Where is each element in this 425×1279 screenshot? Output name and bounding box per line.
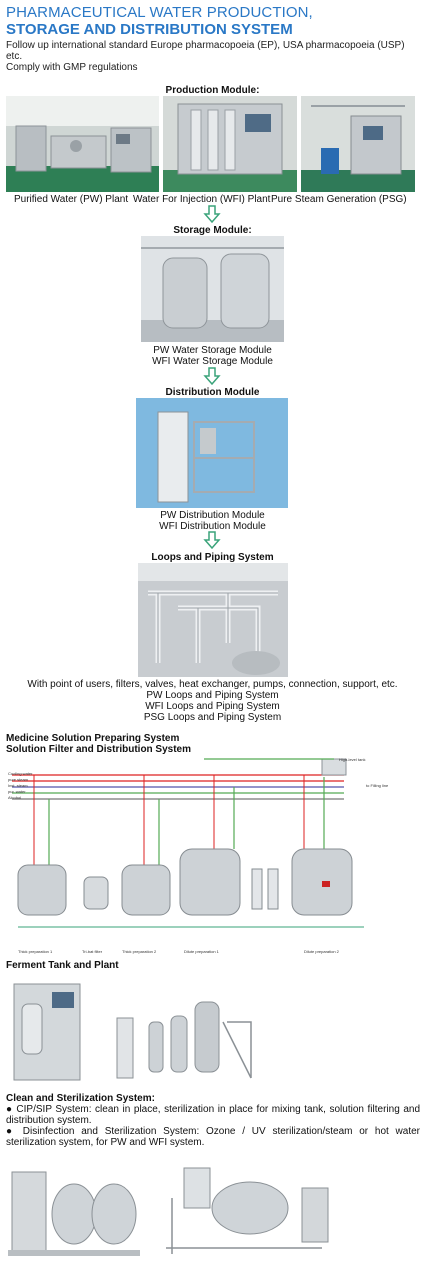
solution-filter-title: Solution Filter and Distribution System — [6, 744, 192, 755]
intro-text — [6, 40, 421, 73]
tank-label: Dilute preparation 1 — [184, 949, 219, 954]
tank-label: Tri-bat filter — [82, 949, 103, 954]
pipe-label: pur. water — [8, 789, 26, 794]
tank-label: Thick preparation 2 — [122, 949, 157, 954]
tank-label: Dilute preparation 2 — [304, 949, 339, 954]
storage-captions — [0, 345, 425, 367]
production-module-title: Production Module: — [165, 85, 260, 96]
wfi-plant-photo — [163, 96, 297, 192]
loops-photo — [138, 563, 288, 677]
loops-caption-4: PSG Loops and Piping System — [143, 712, 282, 723]
medicine-title: Medicine Solution Preparing System — [6, 733, 180, 744]
loops-caption-3: WFI Loops and Piping System — [145, 701, 280, 712]
pw-distribution-caption: PW Distribution Module — [160, 510, 265, 521]
pipe-label: Cooling water — [8, 771, 33, 776]
wfi-storage-caption: WFI Water Storage Module — [152, 356, 273, 367]
intro-line-1: Follow up international standard Europe pharmacopoeia (EP), USA pharmacopoeia (USP) etc. — [6, 40, 405, 62]
bullet-icon: ● — [6, 1126, 17, 1137]
pipe-label: Inst. steam — [8, 783, 28, 788]
psg-photo — [301, 96, 415, 192]
ferment-plant-photo — [115, 982, 255, 1086]
page-title-line1: PHARMACEUTICAL WATER PRODUCTION, — [6, 4, 313, 21]
cip-photo — [8, 1152, 140, 1264]
ferment-tank-photo — [8, 974, 86, 1086]
page-title-line2: STORAGE AND DISTRIBUTION SYSTEM — [6, 21, 293, 38]
tank-label: Thick preparation 1 — [18, 949, 53, 954]
sterilization-photo — [162, 1158, 332, 1262]
pipe-labels — [8, 771, 32, 801]
cip-sip-text: CIP/SIP System: clean in place, sterilization in place for mixing tank, solution filtering and distribution system. — [6, 1104, 421, 1126]
psg-caption: Pure Steam Generation (PSG) — [271, 194, 407, 205]
ferment-title: Ferment Tank and Plant — [6, 960, 119, 971]
loops-captions — [0, 679, 425, 723]
filling-line-label: to Filling line — [366, 783, 389, 788]
pw-storage-caption: PW Water Storage Module — [153, 345, 272, 356]
pw-plant-caption: Purified Water (PW) Plant — [14, 194, 129, 205]
intro-line-2: Comply with GMP regulations — [6, 62, 138, 73]
solution-system-diagram — [4, 757, 418, 955]
down-arrow-icon — [203, 367, 221, 385]
pipe-label: pure steam — [8, 777, 29, 782]
high-level-tank-label: High-level tank — [339, 757, 366, 762]
disinfection-bullet — [6, 1126, 420, 1148]
distribution-module-title: Distribution Module — [165, 387, 260, 398]
distribution-captions — [0, 510, 425, 532]
wfi-distribution-caption: WFI Distribution Module — [159, 521, 266, 532]
down-arrow-icon — [203, 531, 221, 549]
pipe-label: Alcohol — [8, 795, 22, 800]
pw-plant-photo — [6, 96, 159, 192]
distribution-photo — [136, 398, 288, 508]
loops-caption-1: With point of users, filters, valves, heat exchanger, pumps, connection, support, etc. — [27, 679, 398, 690]
loops-title: Loops and Piping System — [151, 552, 274, 563]
down-arrow-icon — [203, 205, 221, 223]
bullet-icon: ● — [6, 1104, 13, 1115]
wfi-plant-caption: Water For Injection (WFI) Plant — [133, 194, 271, 205]
storage-photo — [141, 236, 284, 342]
loops-caption-2: PW Loops and Piping System — [146, 690, 279, 701]
cip-sip-bullet — [6, 1104, 420, 1126]
clean-title: Clean and Sterilization System: — [6, 1093, 155, 1104]
storage-module-title: Storage Module: — [173, 225, 252, 236]
disinfection-text: Disinfection and Sterilization System: Ozone / UV sterilization/steam or hot water sterilization system, for PW and WFI system. — [6, 1126, 421, 1148]
